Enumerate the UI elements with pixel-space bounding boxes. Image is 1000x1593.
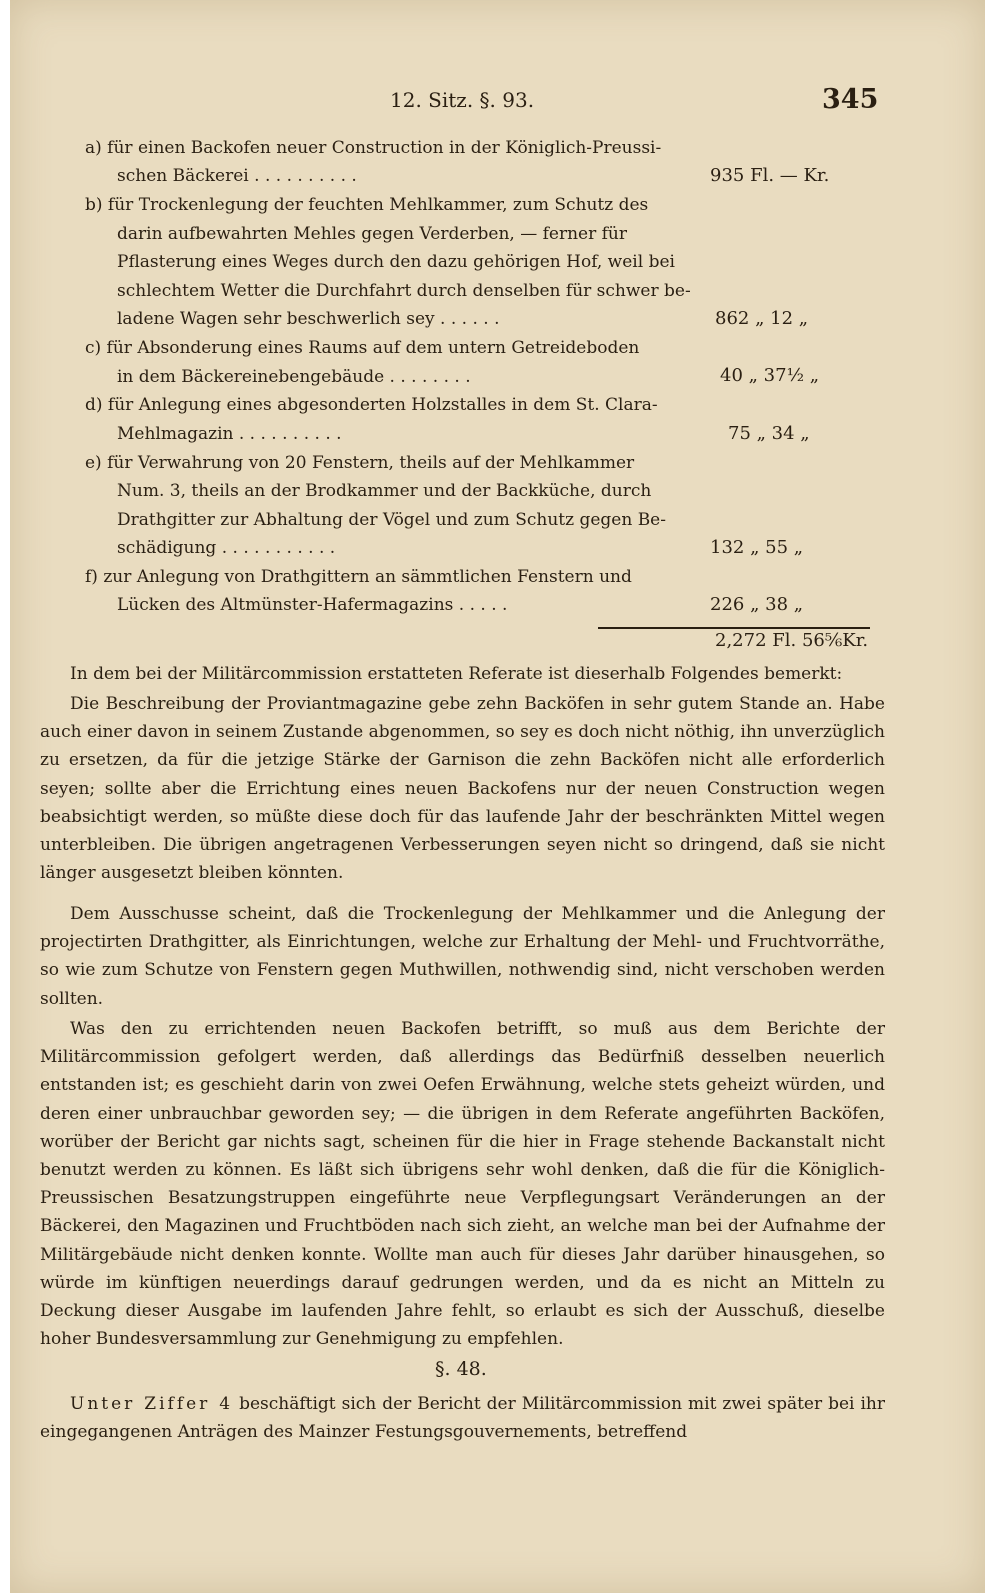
final-paragraph-rest: beschäftigt sich der Bericht der Militärcommission mit zwei später bei ihr eingegangenen Anträgen des Mainzer Festungsgouvernements, betreffend <box>40 1394 885 1443</box>
page-number: 345 <box>822 84 879 115</box>
item-b-line-3: Pflasterung eines Weges durch den dazu gehörigen Hof, weil bei <box>117 252 675 272</box>
item-e-amount: 132 „ 55 „ <box>710 537 804 558</box>
paragraph-2 <box>40 690 885 887</box>
item-e-line-2: Num. 3, theils an der Brodkammer und der Backküche, durch <box>117 481 652 501</box>
item-c-line-2: in dem Bäckereinebengebäude . . . . . . . . <box>117 367 471 387</box>
item-f-amount: 226 „ 38 „ <box>710 594 804 615</box>
item-f-line-1: f) zur Anlegung von Drathgittern an sämmtlichen Fenstern und <box>85 567 632 587</box>
item-b-line-2: darin aufbewahrten Mehles gegen Verderben, — ferner für <box>117 224 627 244</box>
paragraph-4 <box>40 1015 885 1353</box>
item-a-line-2: schen Bäckerei . . . . . . . . . . <box>117 166 357 186</box>
paragraph-final <box>40 1390 885 1446</box>
item-d-amount: 75 „ 34 „ <box>728 423 810 444</box>
book-page <box>10 0 985 1593</box>
item-b-line-4: schlechtem Wetter die Durchfahrt durch denselben für schwer be- <box>117 281 691 301</box>
item-d-line-2: Mehlmagazin . . . . . . . . . . <box>117 424 342 444</box>
total-amount: 2,272 Fl. 56⅚Kr. <box>715 630 869 651</box>
paragraph-2-text: Die Beschreibung der Proviantmagazine gebe zehn Backöfen in sehr gutem Stande an. Habe auch einer davon in seinem Zustande abgenommen, so sey es doch nicht nöthig, ihn unverzüglich zu ersetzen, da für die jetzige Stärke der Garnison die zehn Backöfen nicht alle erforderlich seyen; sollte aber die Errichtung eines neuen Backofens nur der neuen Construction wegen beabsichtigt werden, so müßte diese doch für das laufende Jahr der beschränkten Mittel wegen unterbleiben. Die übrigen angetragenen Verbesserungen seyen nicht so dringend, daß sie nicht länger ausgesetzt bleiben könnten. <box>40 694 885 884</box>
item-b-amount: 862 „ 12 „ <box>715 308 809 329</box>
section-heading: §. 48. <box>435 1358 487 1380</box>
item-f-line-2: Lücken des Altmünster-Hafermagazins . . . . . <box>117 595 508 615</box>
item-b-line-1: b) für Trockenlegung der feuchten Mehlkammer, zum Schutz des <box>85 195 649 215</box>
item-a-amount: 935 Fl. — Kr. <box>710 165 830 186</box>
item-a-line-1: a) für einen Backofen neuer Construction in der Königlich-Preussi- <box>85 138 662 158</box>
paragraph-3-text: Dem Ausschusse scheint, daß die Trockenlegung der Mehlkammer und die Anlegung der projectirten Drathgitter, als Einrichtungen, welche zur Erhaltung der Mehl- und Fruchtvorräthe, so wie zum Schutze von Fenstern gegen Muthwillen, nothwendig sind, nicht verschoben werden sollten. <box>40 904 885 1009</box>
item-e-line-4: schädigung . . . . . . . . . . . <box>117 538 336 558</box>
running-title: 12. Sitz. §. 93. <box>390 88 535 112</box>
paragraph-3 <box>40 900 885 1013</box>
item-d-line-1: d) für Anlegung eines abgesonderten Holzstalles in dem St. Clara- <box>85 395 658 415</box>
item-c-line-1: c) für Absonderung eines Raums auf dem untern Getreideboden <box>85 338 640 358</box>
paragraph-1-text: In dem bei der Militärcommission erstatteten Referate ist dieserhalb Folgendes bemerkt: <box>70 664 843 684</box>
item-c-amount: 40 „ 37½ „ <box>720 365 820 386</box>
sum-rule <box>598 627 870 629</box>
paragraph-4-text: Was den zu errichtenden neuen Backofen betrifft, so muß aus dem Berichte der Militärcommission gefolgert werden, daß allerdings das Bedürfniß desselben neuerlich entstanden ist; es geschieht darin von zwei Oefen Erwähnung, welche stets geheizt würden, und deren einer unbrauchbar geworden sey; — die übrigen in dem Referate angeführten Backöfen, worüber der Bericht gar nichts sagt, scheinen für die hier in Frage stehende Backanstalt nicht benutzt werden zu können. Es läßt sich übrigens sehr wohl denken, daß die für die Königlich-Preussischen Besatzungstruppen eingeführte neue Verpflegungsart Veränderungen an der Bäckerei, den Magazinen und Fruchtböden nach sich zieht, an welche man bei der Aufnahme der Militärgebäude nicht denken konnte. Wollte man auch für dieses Jahr darüber hinausgehen, so würde im künftigen neuerdings darauf gedrungen werden, und da es nicht an Mitteln zu Deckung dieser Ausgabe im laufenden Jahre fehlt, so erlaubt es sich der Ausschuß, dieselbe hoher Bundesversammlung zur Genehmigung zu empfehlen. <box>40 1019 885 1350</box>
final-paragraph-spaced-start: Unter Ziffer 4 <box>70 1394 234 1414</box>
item-b-line-5: ladene Wagen sehr beschwerlich sey . . . . . . <box>117 309 500 329</box>
paragraph-1 <box>40 660 885 688</box>
item-e-line-3: Drathgitter zur Abhaltung der Vögel und zum Schutz gegen Be- <box>117 510 666 530</box>
item-e-line-1: e) für Verwahrung von 20 Fenstern, theils auf der Mehlkammer <box>85 453 635 473</box>
